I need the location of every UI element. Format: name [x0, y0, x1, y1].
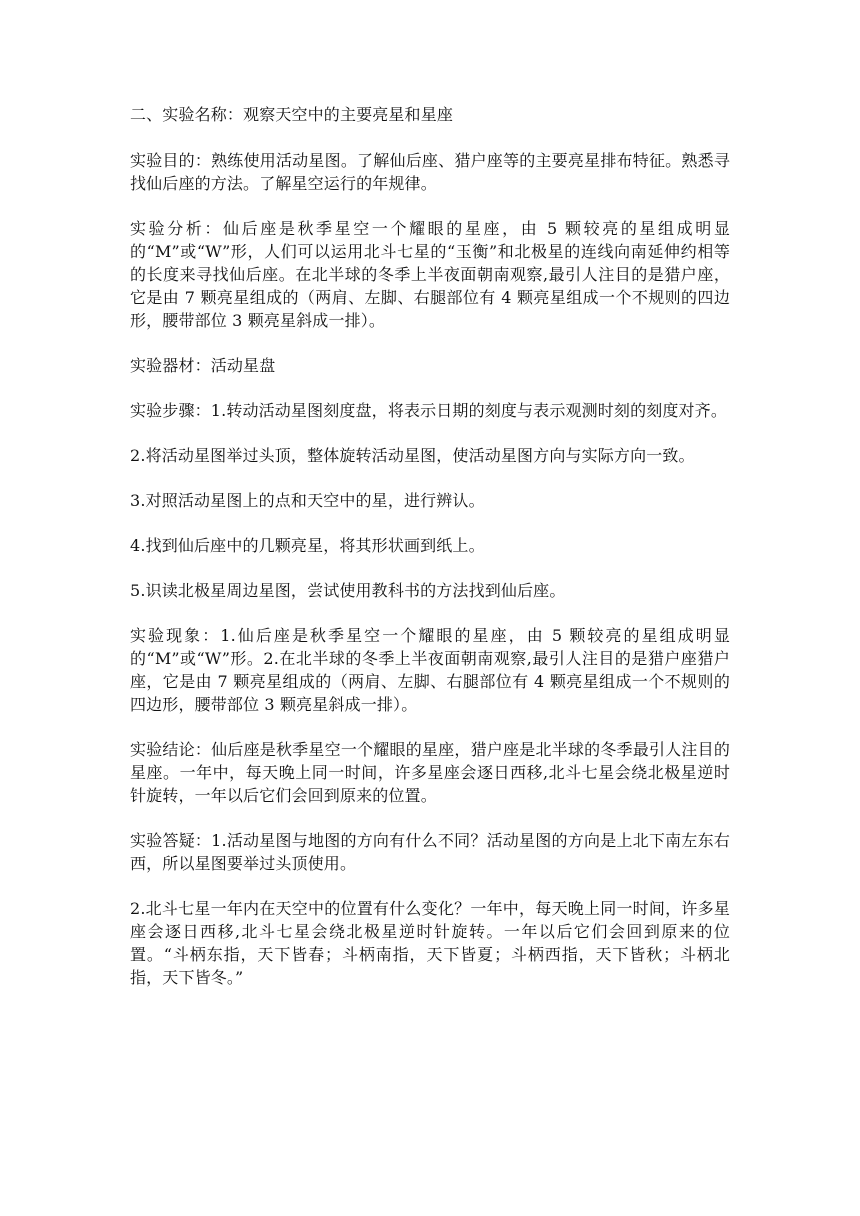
paragraph-step-5: 5.识读北极星周边星图，尝试使用教科书的方法找到仙后座。 [130, 581, 566, 600]
document-body [130, 103, 730, 1011]
paragraph-qa-2: 2.北斗七星一年内在天空中的位置有什么变化？一年中，每天晚上同一时间，许多星座会逐日西移,北斗七星会绕北极星逆时针旋转。一年以后它们会回到原来的位置。“斗柄东指，天下皆春；斗柄南指，天下皆夏；斗柄西指，天下皆秋；斗柄北指，天下皆冬。” [130, 899, 730, 987]
paragraph-analysis: 实验分析：仙后座是秋季星空一个耀眼的星座，由 5 颗较亮的星组成明显的“M”或“W”形，人们可以运用北斗七星的“玉衡”和北极星的连线向南延伸约相等的长度来寻找仙后座。在北半球的冬季上半夜面朝南观察,最引人注目的是猎户座，它是由 7 颗亮星组成的（两肩、左脚、右腿部位有 4 颗亮星组成一个不规则的四边形，腰带部位 3 颗亮星斜成一排）。 [130, 219, 730, 330]
paragraph-step-3: 3.对照活动星图上的点和天空中的星，进行辨认。 [130, 491, 485, 510]
paragraph-phenomenon: 实验现象：1.仙后座是秋季星空一个耀眼的星座，由 5 颗较亮的星组成明显的“M”或“W”形。2.在北半球的冬季上半夜面朝南观察,最引人注目的是猎户座猎户座，它是由 7 颗亮星组成的（两肩、左脚、右腿部位有 4 颗亮星组成一个不规则的四边形，腰带部位 3 颗亮星斜成一排）。 [130, 626, 730, 714]
paragraph-equipment: 实验器材：活动星盘 [130, 356, 276, 375]
paragraph-step-1: 实验步骤：1.转动活动星图刻度盘，将表示日期的刻度与表示观测时刻的刻度对齐。 [130, 401, 727, 420]
paragraph-conclusion: 实验结论：仙后座是秋季星空一个耀眼的星座，猎户座是北半球的冬季最引人注目的星座。一年中，每天晚上同一时间，许多星座会逐日西移,北斗七星会绕北极星逆时针旋转，一年以后它们会回到原来的位置。 [130, 740, 730, 805]
paragraph-step-4: 4.找到仙后座中的几颗亮星，将其形状画到纸上。 [130, 536, 485, 555]
paragraph-qa-1: 实验答疑：1.活动星图与地图的方向有什么不同？活动星图的方向是上北下南左东右西，所以星图要举过头顶使用。 [130, 831, 730, 873]
paragraph-step-2: 2.将活动星图举过头顶，整体旋转活动星图，使活动星图方向与实际方向一致。 [130, 446, 695, 465]
section-title: 二、实验名称：观察天空中的主要亮星和星座 [130, 105, 454, 124]
paragraph-purpose: 实验目的：熟练使用活动星图。了解仙后座、猎户座等的主要亮星排布特征。熟悉寻找仙后座的方法。了解星空运行的年规律。 [130, 151, 730, 193]
